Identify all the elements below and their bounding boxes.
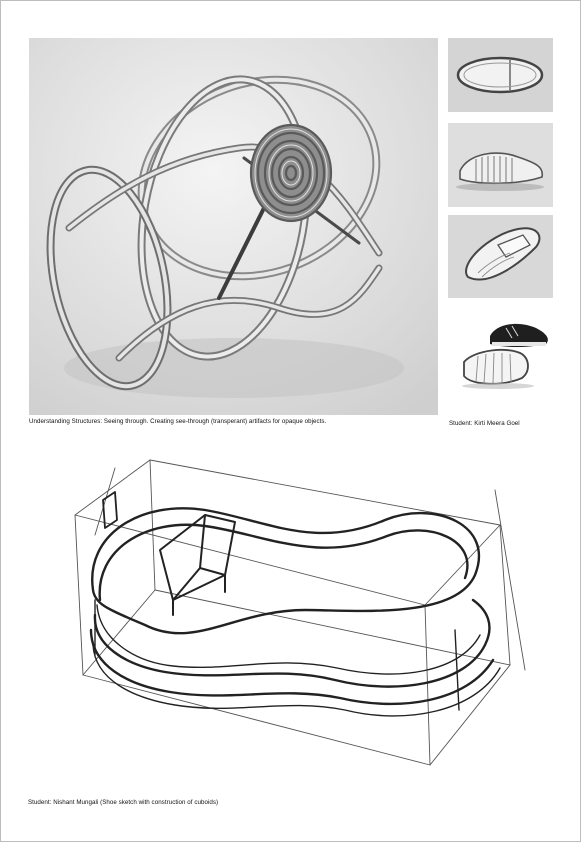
thumbnail-wire-shoe-angled xyxy=(448,215,553,298)
thumbnail-wire-shoe-side xyxy=(448,123,553,207)
thumbnail-shoe-sole-top xyxy=(448,38,553,112)
main-photo xyxy=(29,38,438,415)
shoe-sketch xyxy=(55,440,535,780)
main-photo-caption: Understanding Structures: Seeing through. Creating see-through (transperant) artifacts for opaque objects. xyxy=(29,418,327,425)
thumbnail-wire-shoe-with-sneaker xyxy=(448,306,553,404)
student-credit-bottom: Student: Nishant Mungali (Shoe sketch with construction of cuboids) xyxy=(28,799,219,806)
student-credit-top: Student: Kirti Meera Goel xyxy=(449,420,520,427)
